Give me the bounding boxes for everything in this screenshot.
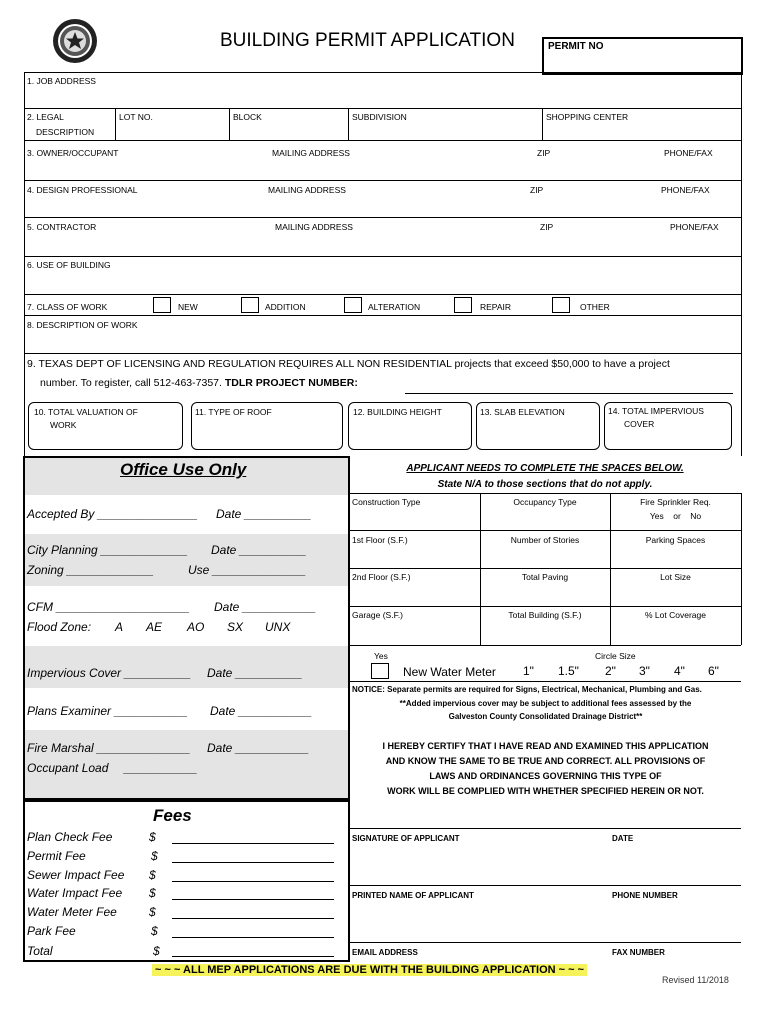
fire-sprinkler-label: Fire Sprinkler Req. xyxy=(640,497,711,507)
certify-line-2: AND KNOW THE SAME TO BE TRUE AND CORRECT. ALL PROVISIONS OF xyxy=(385,756,706,766)
signature-label: SIGNATURE OF APPLICANT xyxy=(352,834,460,843)
city-seal-logo xyxy=(52,18,98,64)
construction-type-label: Construction Type xyxy=(352,497,421,507)
city-planning-field[interactable]: City Planning _____________ xyxy=(27,543,188,557)
owner-label: 3. OWNER/OCCUPANT xyxy=(27,148,119,158)
contractor-phone-label: PHONE/FAX xyxy=(670,222,719,232)
garage-label: Garage (S.F.) xyxy=(352,610,404,620)
office-use-title: Office Use Only xyxy=(120,460,247,479)
tdlr-project-number-label: TDLR PROJECT NUMBER: xyxy=(224,377,358,389)
total-fee-field[interactable] xyxy=(172,956,334,957)
applicant-heading: APPLICANT NEEDS TO COMPLETE THE SPACES BELOW. xyxy=(406,463,684,474)
design-mailing-label: MAILING ADDRESS xyxy=(268,185,346,195)
occupancy-type-label: Occupancy Type xyxy=(513,497,577,507)
impervious-cover-label-2: COVER xyxy=(624,419,655,429)
certify-line-4: WORK WILL BE COMPLIED WITH WHETHER SPECIFIED HEREIN OR NOT. xyxy=(387,786,704,796)
fire-marshal-date-field[interactable]: Date ___________ xyxy=(207,741,310,755)
email-label: EMAIL ADDRESS xyxy=(352,948,418,957)
notice-line-2: **Added impervious cover may be subject to additional fees assessed by the xyxy=(399,699,692,708)
permit-fee-dollar: $ xyxy=(151,849,158,863)
parking-label: Parking Spaces xyxy=(645,535,706,545)
mep-notice: ~ ~ ~ ALL MEP APPLICATIONS ARE DUE WITH THE BUILDING APPLICATION ~ ~ ~ xyxy=(152,964,587,976)
fax-number-label: FAX NUMBER xyxy=(612,948,665,957)
plans-examiner-date-field[interactable]: Date ___________ xyxy=(210,704,313,718)
certify-line-1: I HEREBY CERTIFY THAT I HAVE READ AND EXAMINED THIS APPLICATION xyxy=(382,741,709,751)
design-zip-label: ZIP xyxy=(530,185,544,195)
total-valuation-label: 10. TOTAL VALUATION OF xyxy=(34,407,138,417)
permit-no-label: PERMIT NO xyxy=(548,41,604,52)
park-fee-field[interactable] xyxy=(172,937,334,938)
impervious-date-field[interactable]: Date __________ xyxy=(207,666,303,680)
flood-zone-ao[interactable]: AO xyxy=(187,620,205,634)
description-of-work-label: 8. DESCRIPTION OF WORK xyxy=(27,320,138,330)
fees-title: Fees xyxy=(153,806,192,825)
stories-label: Number of Stories xyxy=(510,535,580,545)
type-of-roof-label: 11. TYPE OF ROOF xyxy=(195,407,272,417)
revised-date: Revised 11/2018 xyxy=(662,975,729,985)
design-label: 4. DESIGN PROFESSIONAL xyxy=(27,185,138,195)
repair-checkbox[interactable] xyxy=(454,297,472,313)
block-label: BLOCK xyxy=(233,112,262,122)
lot-no-label: LOT NO. xyxy=(119,112,153,122)
job-address-label: 1. JOB ADDRESS xyxy=(27,76,96,86)
class-of-work-label: 7. CLASS OF WORK xyxy=(27,302,108,312)
addition-checkbox[interactable] xyxy=(241,297,259,313)
use-of-building-label: 6. USE OF BUILDING xyxy=(27,260,111,270)
flood-zone-a[interactable]: A xyxy=(115,620,124,634)
notice-line-3: Galveston County Consolidated Drainage District** xyxy=(448,712,643,721)
total-fee-label: Total xyxy=(27,944,53,958)
plan-check-fee-field[interactable] xyxy=(172,843,334,844)
meter-size-6[interactable]: 6" xyxy=(708,664,719,678)
park-fee-dollar: $ xyxy=(151,924,158,938)
tdlr-line-2 xyxy=(40,377,358,389)
impervious-cover-label: 14. TOTAL IMPERVIOUS xyxy=(608,406,704,416)
printed-name-label: PRINTED NAME OF APPLICANT xyxy=(352,891,474,900)
meter-size-3[interactable]: 3" xyxy=(639,664,650,678)
meter-size-2[interactable]: 2" xyxy=(605,664,616,678)
water-impact-fee-dollar: $ xyxy=(149,886,156,900)
legal-description-label: DESCRIPTION xyxy=(36,127,95,137)
impervious-cover-field[interactable]: Impervious Cover __________ xyxy=(27,666,192,680)
design-phone-label: PHONE/FAX xyxy=(661,185,710,195)
sewer-impact-fee-field[interactable] xyxy=(172,881,334,882)
meter-size-1-5[interactable]: 1.5" xyxy=(558,664,579,678)
signature-line[interactable] xyxy=(350,828,741,829)
cfm-field[interactable]: CFM ____________________ xyxy=(27,600,190,614)
shopping-center-label: SHOPPING CENTER xyxy=(546,112,629,122)
applicant-subheading: State N/A to those sections that do not apply. xyxy=(437,479,653,490)
flood-zone-sx[interactable]: SX xyxy=(227,620,244,634)
meter-size-1[interactable]: 1" xyxy=(523,664,534,678)
city-planning-date-field[interactable]: Date __________ xyxy=(211,543,307,557)
fire-sprinkler-yes-no[interactable]: Yes or No xyxy=(649,511,702,521)
contractor-mailing-label: MAILING ADDRESS xyxy=(275,222,353,232)
use-field[interactable]: Use ______________ xyxy=(188,563,307,577)
owner-zip-label: ZIP xyxy=(537,148,551,158)
meter-size-4[interactable]: 4" xyxy=(674,664,685,678)
tdlr-project-number-field[interactable] xyxy=(405,393,733,394)
slab-elevation-label: 13. SLAB ELEVATION xyxy=(480,407,565,417)
first-floor-label: 1st Floor (S.F.) xyxy=(352,535,408,545)
page-title: BUILDING PERMIT APPLICATION xyxy=(220,30,515,51)
alteration-label: ALTERATION xyxy=(368,302,421,312)
flood-zone-ae[interactable]: AE xyxy=(146,620,163,634)
flood-zone-label: Flood Zone: xyxy=(27,620,92,634)
sewer-impact-fee-label: Sewer Impact Fee xyxy=(27,868,125,882)
plan-check-fee-dollar: $ xyxy=(149,830,156,844)
water-impact-fee-label: Water Impact Fee xyxy=(27,886,123,900)
owner-phone-label: PHONE/FAX xyxy=(664,148,713,158)
repair-label: REPAIR xyxy=(480,302,512,312)
occupant-load-field[interactable]: ___________ xyxy=(124,761,198,775)
printed-name-line[interactable] xyxy=(350,885,741,886)
phone-number-label: PHONE NUMBER xyxy=(612,891,678,900)
alteration-checkbox[interactable] xyxy=(344,297,362,313)
owner-mailing-label: MAILING ADDRESS xyxy=(272,148,350,158)
water-meter-yes-label: Yes xyxy=(374,651,388,661)
tdlr-phone-text: number. To register, call 512-463-7357. xyxy=(40,377,222,389)
notice-line-1: NOTICE: Separate permits are required for Signs, Electrical, Mechanical, Plumbing and Gas. xyxy=(352,685,702,694)
other-checkbox[interactable] xyxy=(552,297,570,313)
total-fee-dollar: $ xyxy=(153,944,160,958)
water-meter-fee-label: Water Meter Fee xyxy=(27,905,117,919)
permit-fee-field[interactable] xyxy=(172,862,334,863)
tdlr-line-1: 9. TEXAS DEPT OF LICENSING AND REGULATION REQUIRES ALL NON RESIDENTIAL projects that exceed $50,000 to have a project xyxy=(27,358,670,370)
flood-zone-unx[interactable]: UNX xyxy=(265,620,291,634)
water-impact-fee-field[interactable] xyxy=(172,899,334,900)
addition-label: ADDITION xyxy=(265,302,306,312)
park-fee-label: Park Fee xyxy=(27,924,76,938)
occupant-load-label: Occupant Load xyxy=(27,761,109,775)
new-checkbox[interactable] xyxy=(153,297,171,313)
contractor-label: 5. CONTRACTOR xyxy=(27,222,97,232)
email-line[interactable] xyxy=(350,942,741,943)
new-water-meter-label: New Water Meter xyxy=(403,665,496,679)
water-meter-fee-dollar: $ xyxy=(149,905,156,919)
sewer-impact-fee-dollar: $ xyxy=(149,868,156,882)
lot-size-label: Lot Size xyxy=(660,572,691,582)
building-height-label: 12. BUILDING HEIGHT xyxy=(353,407,442,417)
total-building-label: Total Building (S.F.) xyxy=(508,610,582,620)
job-address-field[interactable] xyxy=(25,88,741,108)
lot-coverage-label: % Lot Coverage xyxy=(645,610,706,620)
new-label: NEW xyxy=(178,302,198,312)
plan-check-fee-label: Plan Check Fee xyxy=(27,830,113,844)
zoning-field[interactable]: Zoning _____________ xyxy=(27,563,154,577)
fire-marshal-field[interactable]: Fire Marshal ______________ xyxy=(27,741,191,755)
other-label: OTHER xyxy=(580,302,610,312)
legal-label: 2. LEGAL xyxy=(27,112,64,122)
plans-examiner-field[interactable]: Plans Examiner ___________ xyxy=(27,704,188,718)
accepted-by-field[interactable]: Accepted By _______________ xyxy=(27,507,198,521)
water-meter-fee-field[interactable] xyxy=(172,918,334,919)
total-valuation-label-2: WORK xyxy=(50,420,77,430)
total-paving-label: Total Paving xyxy=(521,572,569,582)
certify-line-3: LAWS AND ORDINANCES GOVERNING THIS TYPE OF xyxy=(429,771,662,781)
accepted-date-field[interactable]: Date __________ xyxy=(216,507,312,521)
permit-fee-label: Permit Fee xyxy=(27,849,86,863)
contractor-zip-label: ZIP xyxy=(540,222,554,232)
cfm-date-field[interactable]: Date ___________ xyxy=(214,600,317,614)
circle-size-label: Circle Size xyxy=(595,651,636,661)
new-water-meter-checkbox[interactable] xyxy=(371,663,389,679)
signature-date-label: DATE xyxy=(612,834,634,843)
subdivision-label: SUBDIVISION xyxy=(352,112,407,122)
second-floor-label: 2nd Floor (S.F.) xyxy=(352,572,411,582)
